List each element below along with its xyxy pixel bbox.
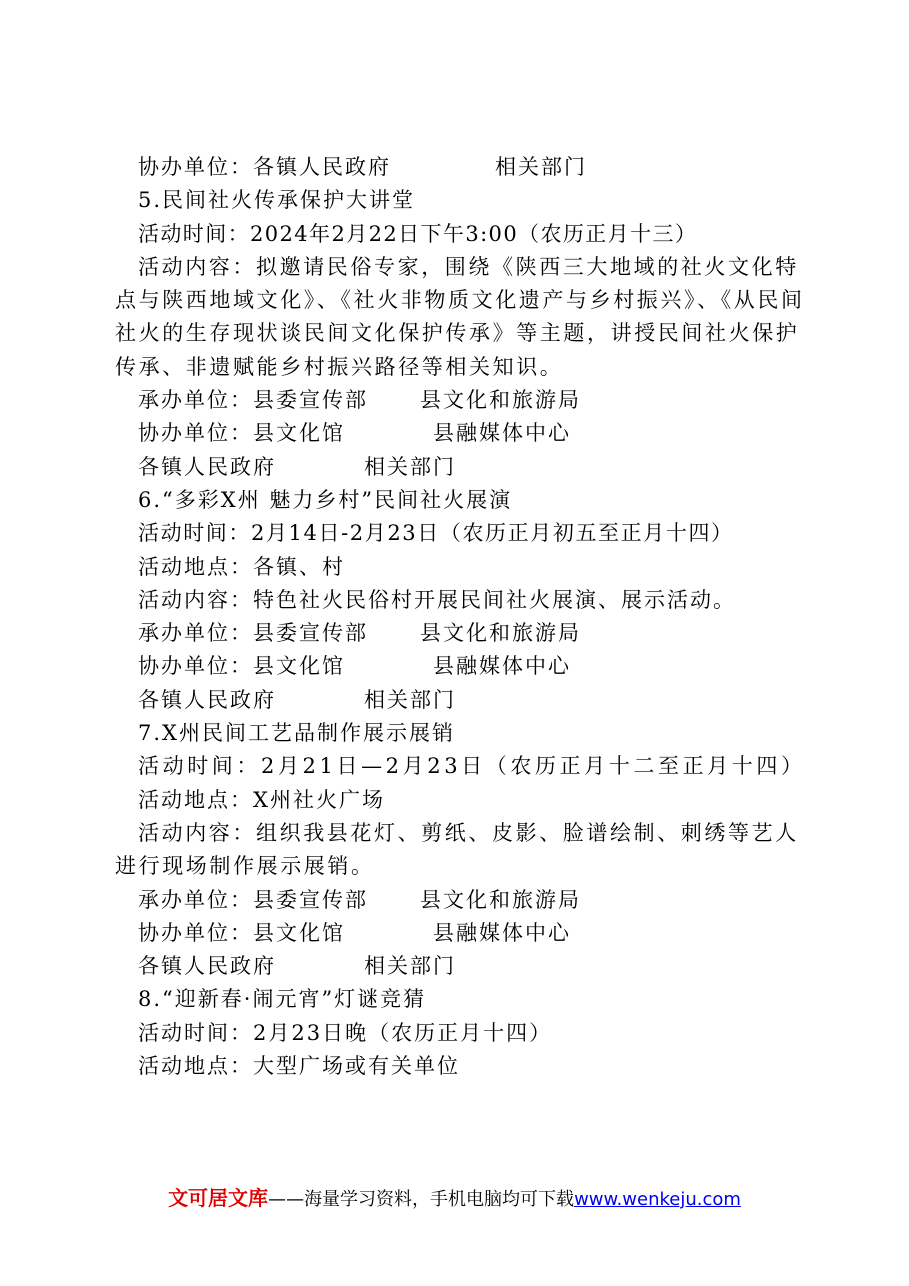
activity-location-8: 活动地点：大型广场或有关单位	[138, 1054, 460, 1079]
section-heading-7: 7.X州民间工艺品制作展示展销	[138, 721, 455, 746]
town-gov-line-5	[115, 451, 805, 484]
co-organizer-label: 协办单位：县文化馆	[138, 920, 345, 945]
activity-content-7: 活动内容：组织我县花灯、剪纸、皮影、脸谱绘制、刺绣等艺人进行现场制作展示展销。	[115, 820, 799, 879]
activity-time-6: 活动时间：2月14日-2月23日（农历正月初五至正月十四）	[138, 521, 734, 546]
town-gov-line-6	[115, 684, 805, 717]
activity-content-5: 活动内容：拟邀请民俗专家，围绕《陕西三大地域的社火文化特点与陕西地域文化》、《社火非物质文化遗产与乡村振兴》、《从民间社火的生存现状谈民间文化保护传承》等主题，讲授民间社火保护传承、非遗赋能乡村振兴路径等相关知识。	[115, 254, 805, 379]
activity-location-7: 活动地点：X州社火广场	[138, 787, 385, 812]
host-label: 承办单位：县委宣传部	[138, 621, 368, 646]
document-body	[115, 151, 805, 1083]
footer-banner	[0, 1182, 909, 1211]
co-organizer-label: 协办单位：县文化馆	[138, 654, 345, 679]
brand-name: 文可居文库	[168, 1186, 269, 1210]
related-departments: 相关部门	[364, 954, 456, 979]
activity-content-6: 活动内容：特色社火民俗村开展民间社火展演、展示活动。	[138, 587, 736, 612]
section-heading-8: 8.“迎新春·闹元宵”灯谜竞猜	[138, 987, 427, 1012]
host-label: 承办单位：县委宣传部	[138, 388, 368, 413]
town-governments: 各镇人民政府	[138, 954, 276, 979]
co-organizer-label: 协办单位：县文化馆	[138, 421, 345, 446]
footer-tagline: ——海量学习资料，手机电脑均可下载	[268, 1189, 575, 1210]
host-line-5	[115, 384, 805, 417]
host-line-6	[115, 617, 805, 650]
related-departments: 相关部门	[364, 687, 456, 712]
town-governments: 各镇人民政府	[138, 687, 276, 712]
media-center: 县融媒体中心	[433, 920, 571, 945]
host-bureau: 县文化和旅游局	[420, 388, 581, 413]
host-label: 承办单位：县委宣传部	[138, 887, 368, 912]
activity-time-7: 活动时间：2月21日—2月23日（农历正月十二至正月十四）	[138, 754, 806, 779]
town-governments: 各镇人民政府	[138, 454, 276, 479]
host-bureau: 县文化和旅游局	[420, 621, 581, 646]
activity-location-6: 活动地点：各镇、村	[138, 554, 345, 579]
activity-time-8: 活动时间：2月23日晚（农历正月十四）	[138, 1020, 553, 1045]
town-gov-line-7	[115, 950, 805, 983]
related-departments: 相关部门	[364, 454, 456, 479]
media-center: 县融媒体中心	[433, 421, 571, 446]
activity-time-5: 活动时间：2024年2月22日下午3:00（农历正月十三）	[138, 221, 698, 246]
co-organizer-line-6	[115, 650, 805, 683]
co-organizer-line	[115, 151, 805, 184]
co-organizer-label: 协办单位：各镇人民政府	[138, 155, 391, 179]
section-heading-6: 6.“多彩X州 魅力乡村”民间社火展演	[138, 487, 513, 512]
host-line-7	[115, 884, 805, 917]
media-center: 县融媒体中心	[433, 654, 571, 679]
host-bureau: 县文化和旅游局	[420, 887, 581, 912]
site-link[interactable]: www.wenkeju.com	[574, 1189, 741, 1210]
section-heading-5: 5.民间社火传承保护大讲堂	[138, 188, 416, 213]
co-organizer-line-7	[115, 917, 805, 950]
co-organizer-line-5	[115, 417, 805, 450]
related-departments: 相关部门	[495, 155, 587, 179]
